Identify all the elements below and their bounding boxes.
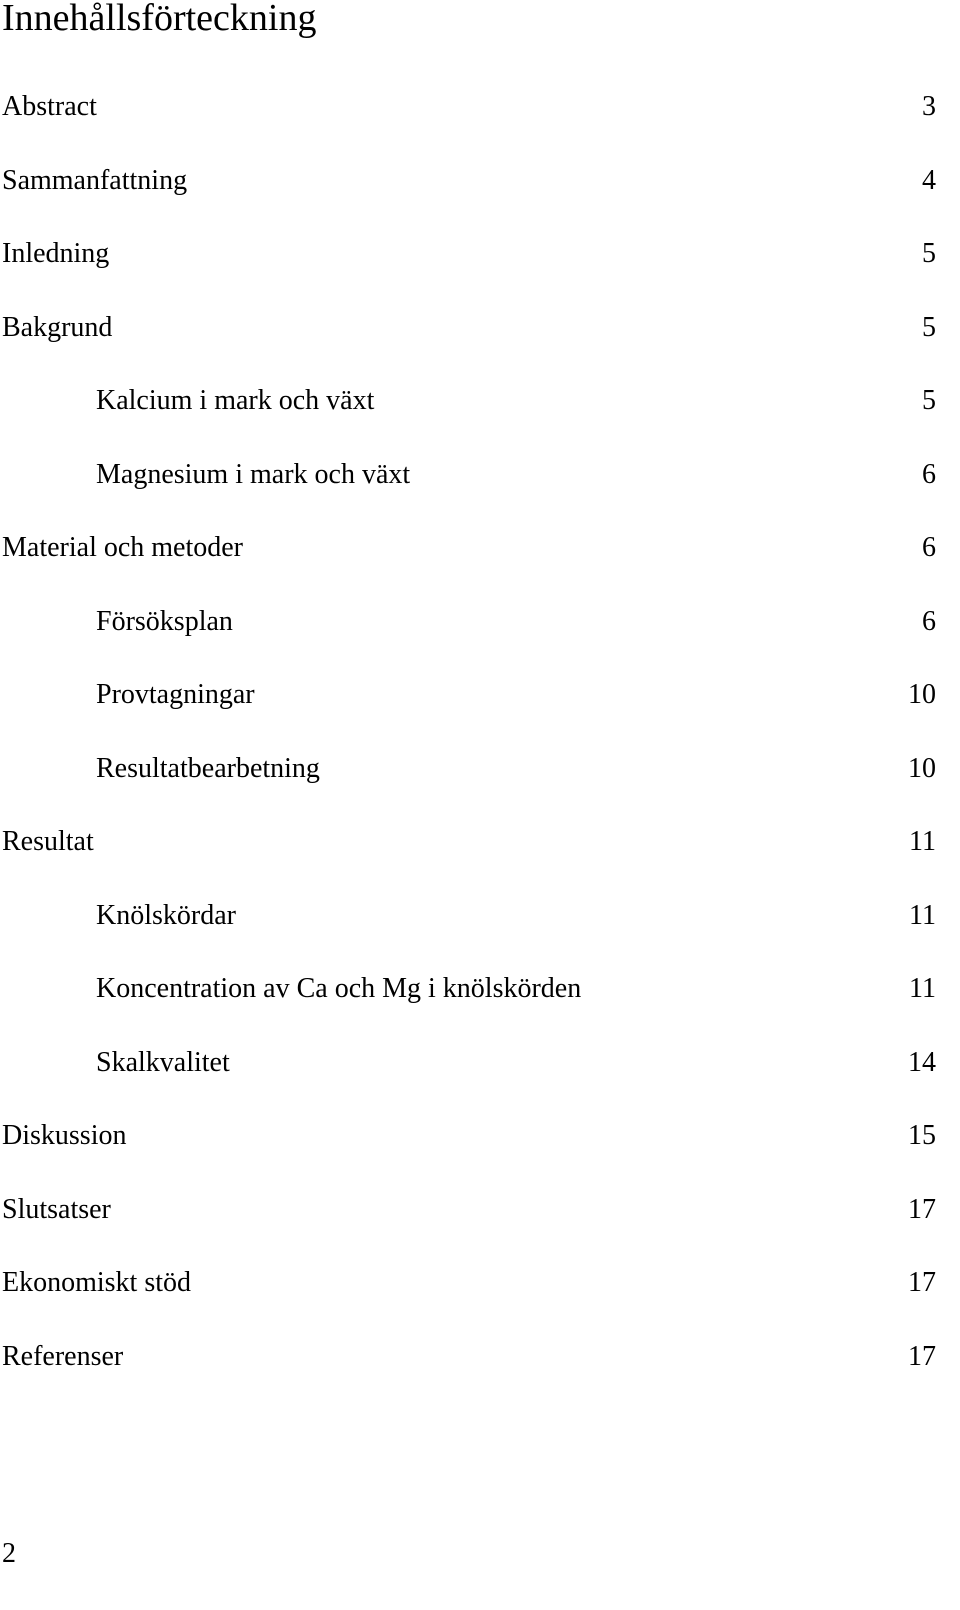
toc-entry-label: Sammanfattning bbox=[2, 164, 188, 196]
toc-entry-page: 11 bbox=[909, 973, 936, 1004]
toc-entry-label: Resultatbearbetning bbox=[96, 752, 320, 784]
toc-entry-page: 11 bbox=[909, 899, 936, 931]
toc-entry-label: Diskussion bbox=[2, 1120, 127, 1151]
toc-entry-page: 6 bbox=[922, 605, 936, 637]
toc-entry-label: Material och metoder bbox=[2, 532, 244, 563]
toc-entry-bakgrund[interactable] bbox=[0, 306, 936, 380]
toc-entry-label: Knölskördar bbox=[96, 899, 236, 931]
toc-entry-page: 5 bbox=[922, 311, 936, 343]
toc-subentry-knolskordar[interactable] bbox=[0, 894, 936, 968]
toc-entry-label: Resultat bbox=[2, 826, 94, 857]
table-of-contents bbox=[0, 85, 936, 1408]
toc-entry-ekonomiskt-stod[interactable] bbox=[0, 1261, 936, 1335]
toc-entry-label: Skalkvalitet bbox=[96, 1046, 230, 1078]
toc-entry-page: 11 bbox=[909, 826, 936, 857]
page-title: Innehållsförteckning bbox=[2, 0, 317, 39]
toc-entry-label: Bakgrund bbox=[2, 311, 113, 343]
toc-entry-page: 5 bbox=[922, 238, 936, 269]
toc-entry-label: Försöksplan bbox=[96, 605, 233, 637]
toc-entry-page: 6 bbox=[922, 458, 936, 490]
toc-entry-page: 10 bbox=[908, 679, 936, 710]
toc-entry-page: 15 bbox=[908, 1120, 936, 1151]
toc-entry-material-och-metoder[interactable] bbox=[0, 526, 936, 600]
toc-entry-slutsatser[interactable] bbox=[0, 1188, 936, 1262]
toc-entry-page: 10 bbox=[908, 752, 936, 784]
toc-entry-sammanfattning[interactable] bbox=[0, 159, 936, 233]
toc-entry-label: Slutsatser bbox=[2, 1193, 111, 1225]
toc-entry-page: 4 bbox=[922, 164, 936, 196]
toc-subentry-skalkvalitet[interactable] bbox=[0, 1041, 936, 1115]
toc-entry-label: Provtagningar bbox=[96, 679, 255, 710]
toc-entry-label: Koncentration av Ca och Mg i knölskörden bbox=[96, 973, 582, 1004]
toc-entry-page: 5 bbox=[922, 385, 936, 416]
toc-entry-page: 17 bbox=[908, 1340, 936, 1372]
toc-entry-page: 14 bbox=[908, 1046, 936, 1078]
toc-entry-inledning[interactable] bbox=[0, 232, 936, 306]
toc-entry-page: 3 bbox=[922, 91, 936, 122]
toc-entry-label: Ekonomiskt stöd bbox=[2, 1267, 192, 1298]
toc-subentry-kalcium[interactable] bbox=[0, 379, 936, 453]
toc-entry-resultat[interactable] bbox=[0, 820, 936, 894]
toc-entry-referenser[interactable] bbox=[0, 1335, 936, 1409]
toc-entry-page: 17 bbox=[908, 1193, 936, 1225]
toc-subentry-forsoksplan[interactable] bbox=[0, 600, 936, 674]
toc-entry-page: 17 bbox=[908, 1267, 936, 1298]
toc-subentry-koncentration[interactable] bbox=[0, 967, 936, 1041]
toc-entry-abstract[interactable] bbox=[0, 85, 936, 159]
toc-entry-label: Magnesium i mark och växt bbox=[96, 458, 411, 490]
toc-entry-diskussion[interactable] bbox=[0, 1114, 936, 1188]
toc-entry-label: Inledning bbox=[2, 238, 110, 269]
toc-entry-label: Referenser bbox=[2, 1340, 124, 1372]
page-number: 2 bbox=[2, 1538, 16, 1569]
toc-entry-page: 6 bbox=[922, 532, 936, 563]
toc-subentry-magnesium[interactable] bbox=[0, 453, 936, 527]
toc-subentry-resultatbearbetning[interactable] bbox=[0, 747, 936, 821]
toc-entry-label: Kalcium i mark och växt bbox=[96, 385, 375, 416]
toc-subentry-provtagningar[interactable] bbox=[0, 673, 936, 747]
toc-entry-label: Abstract bbox=[2, 91, 97, 122]
